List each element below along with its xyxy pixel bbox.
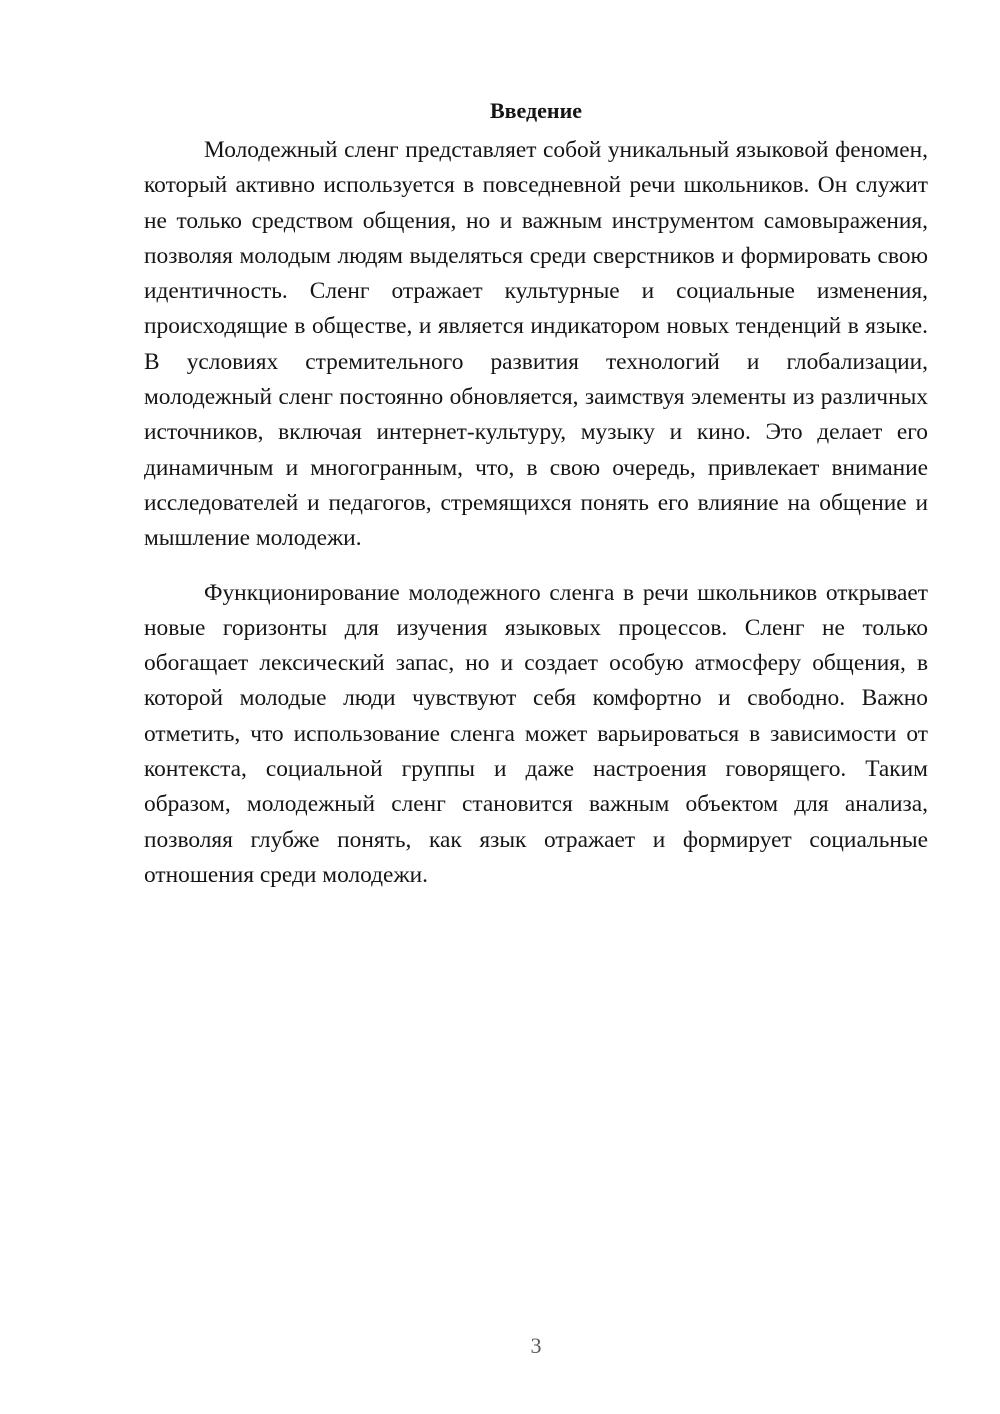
section-heading: Введение [489,98,583,123]
page-number: 3 [530,1333,542,1358]
page-content [144,96,928,893]
paragraph-1: Молодежный сленг представляет собой уникальный языковой феномен, который активно используется в повседневной речи школьников. Он служит не только средством общения, но и важным инструментом самовыражения, позволяя молодым людям выделяться среди сверстников и формировать свою идентичность. Сленг отражает культурные и социальные изменения, происходящие в обществе, и является индикатором новых тенденций в языке. В условиях стремительного развития технологий и глобализации, молодежный сленг постоянно обновляется, заимствуя элементы из различных источников, включая интернет-культуру, музыку и кино. Это делает его динамичным и многогранным, что, в свою очередь, привлекает внимание исследователей и педагогов, стремящихся понять его влияние на общение и мышление молодежи. [144,137,928,552]
paragraph-2: Функционирование молодежного сленга в речи школьников открывает новые горизонты для изучения языковых процессов. Сленг не только обогащает лексический запас, но и создает особую атмосферу общения, в которой молодые люди чувствуют себя комфортно и свободно. Важно отметить, что использование сленга может варьироваться в зависимости от контекста, социальной группы и даже настроения говорящего. Таким образом, молодежный сленг становится важным объектом для анализа, позволяя глубже понять, как язык отражает и формирует социальные отношения среди молодежи. [144,579,928,888]
